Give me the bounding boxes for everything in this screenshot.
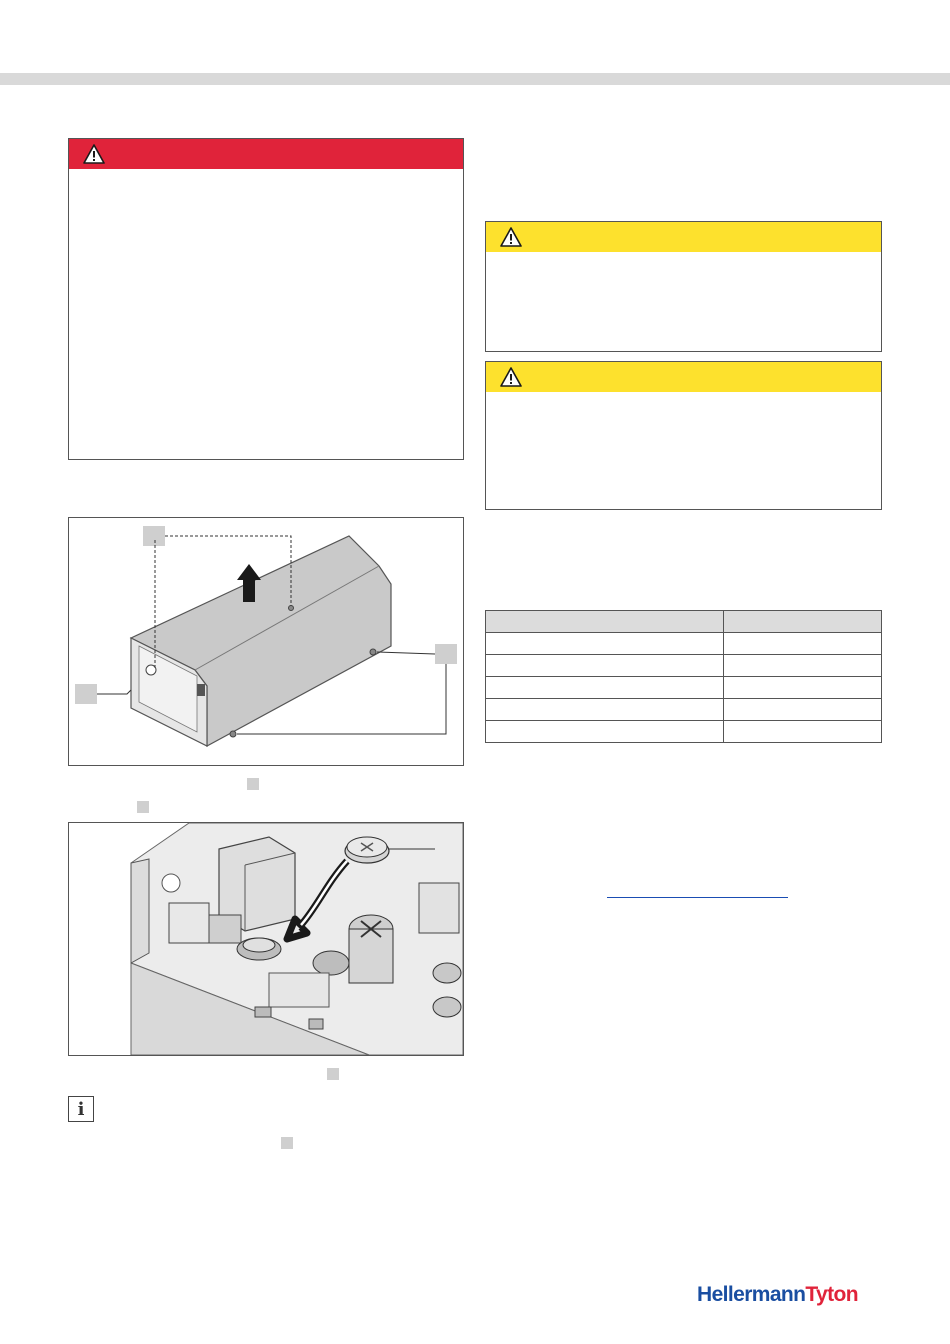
- callout-marker: [75, 684, 97, 704]
- table-cell: [724, 677, 882, 699]
- callout-marker: [327, 1068, 339, 1080]
- warning-triangle-icon: [500, 367, 522, 387]
- table-cell: [486, 677, 724, 699]
- table-cell: [724, 655, 882, 677]
- hyperlink-underline[interactable]: [607, 897, 788, 898]
- table-cell: [724, 633, 882, 655]
- caution-notice-header: [486, 222, 881, 252]
- table-header-row: [486, 611, 882, 633]
- table-header-cell: [724, 611, 882, 633]
- table-cell: [724, 721, 882, 743]
- caution-notice-header: [486, 362, 881, 392]
- warning-triangle-icon: [83, 144, 105, 164]
- table-cell: [486, 633, 724, 655]
- table-cell: [724, 699, 882, 721]
- caution-notice-1: [485, 221, 882, 352]
- logo-part-tyton: Tyton: [805, 1283, 858, 1306]
- table-cell: [486, 655, 724, 677]
- danger-notice: [68, 138, 464, 460]
- callout-marker: [143, 526, 165, 546]
- table-cell: [486, 699, 724, 721]
- housing-removal-figure: [68, 517, 464, 766]
- table-row: [486, 655, 882, 677]
- callout-marker: [247, 778, 259, 790]
- info-icon: i: [68, 1096, 94, 1122]
- callout-marker: [281, 1137, 293, 1149]
- danger-notice-header: [69, 139, 463, 169]
- table-cell: [486, 721, 724, 743]
- table-header-cell: [486, 611, 724, 633]
- table-row: [486, 633, 882, 655]
- spec-table: [485, 610, 882, 743]
- table-row: [486, 677, 882, 699]
- battery-replacement-figure: [68, 822, 464, 1056]
- table-row: [486, 699, 882, 721]
- table-row: [486, 721, 882, 743]
- callout-marker: [137, 801, 149, 813]
- brand-logo: [697, 1283, 858, 1307]
- warning-triangle-icon: [500, 227, 522, 247]
- logo-part-hellermann: Hellermann: [697, 1283, 806, 1306]
- callout-marker: [435, 644, 457, 664]
- header-band: [0, 73, 950, 85]
- caution-notice-2: [485, 361, 882, 510]
